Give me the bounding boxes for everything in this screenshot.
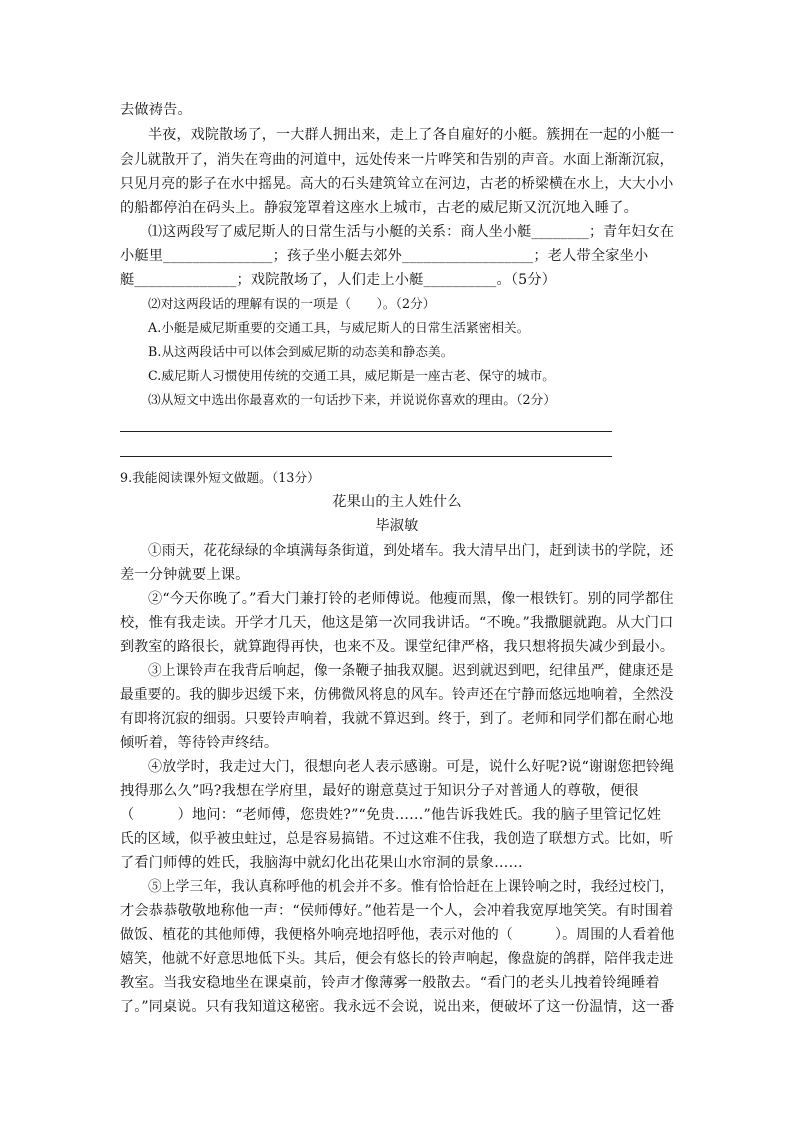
article-line: 拽得那么久”吗?我想在学府里，最好的谢意莫过于知识分子对普通人的尊敬，便很 [120, 783, 639, 799]
option-c: C.威尼斯人习惯使用传统的交通工具，威尼斯是一座古老、保守的城市。 [148, 368, 555, 383]
question-1-line: 艇______________；戏院散场了，人们走上小艇__________。（5分） [120, 272, 557, 288]
article-line: ⑤上学三年，我认真称呼他的机会并不多。惟有恰恰赶在上课铃响之时，我经过校门， [148, 879, 674, 895]
article-line: 嬉笑，他就不好意思地低下头。其后，便会有悠长的铃声响起，像盘旋的鸽群，陪伴我走进 [120, 951, 674, 967]
article-line: ④放学时，我走过大门，很想向老人表示感谢。可是，说什么好呢?说“谢谢您把铃绳 [148, 759, 675, 775]
passage-line: 只见月亮的影子在水中摇晃。高大的石头建筑耸立在河边，古老的桥梁横在水上，大大小小 [120, 176, 674, 192]
article-line: 教室。当我安稳地坐在课桌前，铃声才像薄雾一般散去。“看门的老头儿拽着铃绳睡着 [120, 975, 660, 991]
article-title: 花果山的主人姓什么 [332, 494, 462, 510]
article-line: 了。”同桌说。只有我知道这秘密。我永远不会说，说出来，便破坏了这一份温情，这一番 [120, 999, 675, 1015]
article-line: 有即将沉寂的细弱。只要铃声响着，我就不算迟到。终于，到了。老师和同学们都在耐心地 [120, 711, 674, 727]
article-line: 氏的区域，似乎被虫蛀过，总是容易搞错。不过这难不住我，我创造了联想方式。比如，听 [120, 831, 674, 847]
passage-line: 半夜，戏院散场了，一大群人拥出来，走上了各自雇好的小艇。簇拥在一起的小艇一 [148, 127, 675, 143]
article-line: 了看门师傅的姓氏，我脑海中就幻化出花果山水帘洞的景象…… [120, 855, 523, 871]
question-1-line: ⑴这两段写了威尼斯人的日常生活与小艇的关系：商人坐小艇________；青年妇女在 [148, 224, 675, 240]
article-line: 差一分钟就要上课。 [120, 567, 250, 583]
article-line: ②“今天你晚了。”看大门兼打铃的老师傅说。他瘦而黑，像一根铁钉。别的同学都住 [148, 591, 674, 607]
passage-line: 去做祷告。 [120, 102, 192, 118]
article-line: 校，惟有我走读。开学才几天，他这是第一次同我讲话。“不晚。”我撒腿就跑。从大门口 [120, 615, 674, 631]
option-a: A.小艇是威尼斯重要的交通工具，与威尼斯人的日常生活紧密相关。 [148, 320, 530, 335]
article-line: 到教室的路很长，就算跑得再快，也来不及。课堂纪律严格，我只想将损失减少到最小。 [120, 639, 675, 655]
article-line: 才会恭恭敬敬地称他一声：“侯师傅好。”他若是一个人，会冲着我宽厚地笑笑。有时围着 [120, 903, 674, 919]
section-heading: 9.我能阅读课外短文做题。（13分） [120, 470, 320, 485]
question-1-line: 小艇里_______________；孩子坐小艇去郊外__________________；老人带全家坐小 [120, 248, 649, 264]
article-line: 最重要的。我的脚步迟缓下来，仿佛微风将息的风车。铃声还在宁静而悠远地响着，全然没 [120, 687, 674, 703]
question-3: ⑶从短文中选出你最喜欢的一句话抄下来，并说说你喜欢的理由。（2分） [148, 392, 557, 407]
passage-line: 的船都停泊在码头上。静寂笼罩着这座水上城市，古老的威尼斯又沉沉地入睡了。 [120, 200, 638, 216]
answer-line [120, 456, 612, 457]
article-line: 倾听着，等待铃声终结。 [120, 735, 279, 751]
question-2: ⑵对这两段话的理解有误的一项是（ ）。（2分） [148, 296, 436, 311]
article-line: （ ）地问：“老师傅，您贵姓?”“免贵……”他告诉我姓氏。我的脑子里管记忆姓 [120, 807, 662, 823]
article-line: ①雨天，花花绿绿的伞填满每条街道，到处堵车。我大清早出门，赶到读书的学院，还 [148, 543, 674, 559]
article-line: 做饭、植花的其他师傅，我便格外响亮地招呼他，表示对他的（ ）。周围的人看着他 [120, 927, 675, 943]
option-b: B.从这两段话中可以体会到威尼斯的动态美和静态美。 [148, 344, 454, 359]
article-author: 毕淑敏 [375, 518, 419, 534]
article-line: ③上课铃声在我背后响起，像一条鞭子抽我双腿。迟到就迟到吧，纪律虽严，健康还是 [148, 663, 674, 679]
answer-line [120, 431, 612, 432]
passage-line: 会儿就散开了，消失在弯曲的河道中，远处传来一片哗笑和告别的声音。水面上渐渐沉寂， [120, 152, 674, 168]
